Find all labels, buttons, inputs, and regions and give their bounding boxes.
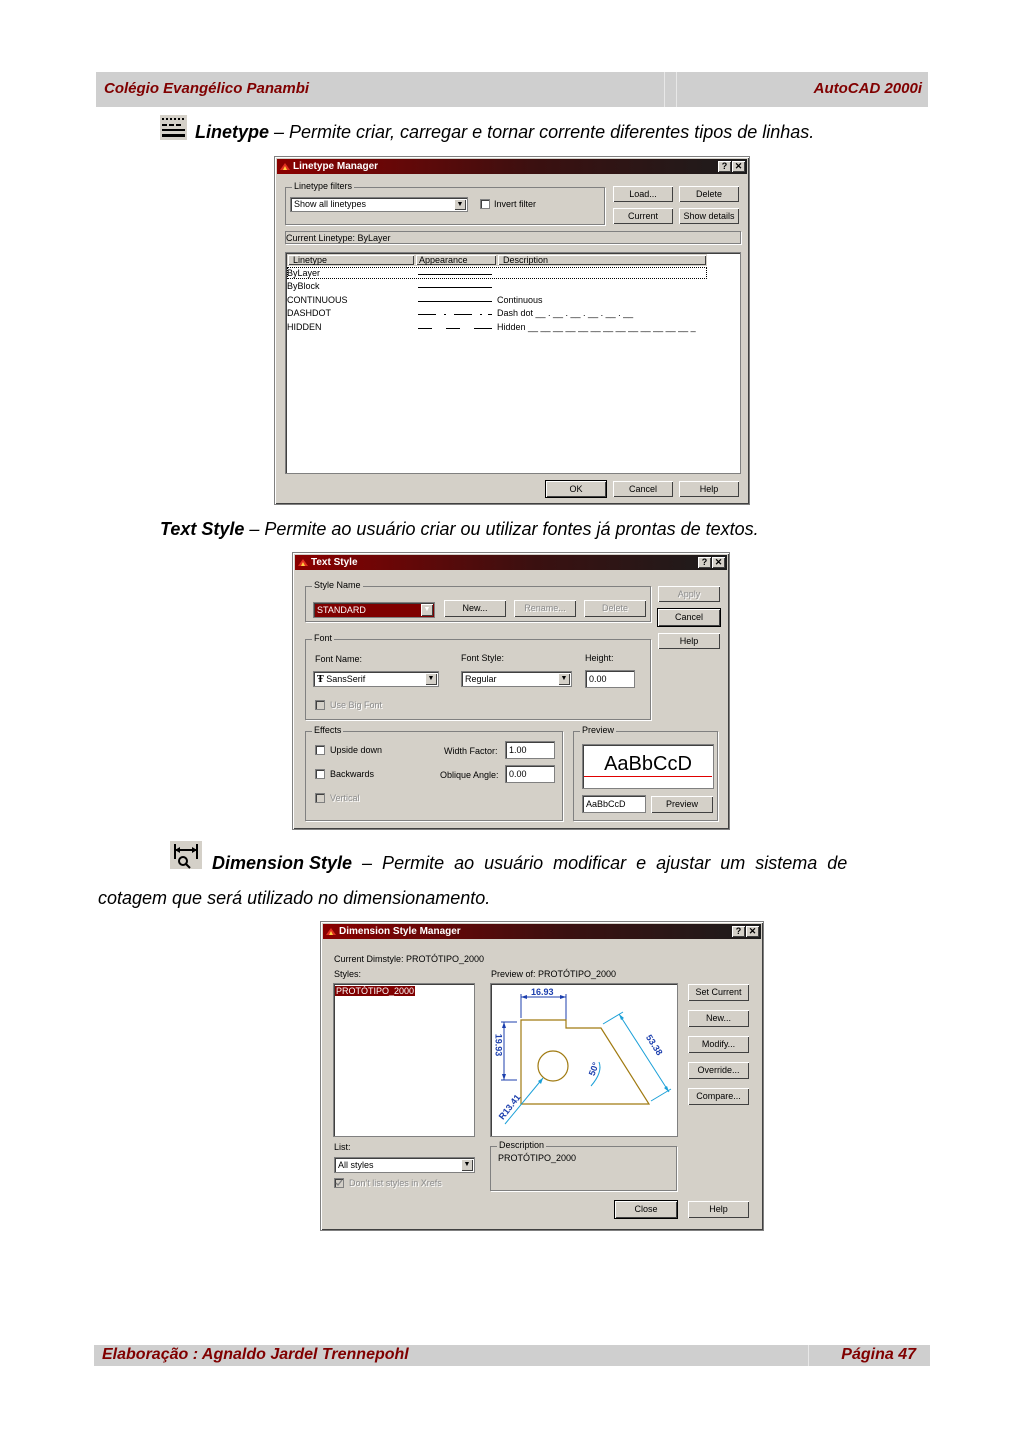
close-button[interactable]: Close (614, 1200, 678, 1219)
linetype-manager-dialog (274, 156, 750, 505)
preview-text: AaBbCcD (604, 753, 692, 775)
help-button[interactable]: Help (657, 632, 721, 650)
use-big-font-checkbox[interactable] (315, 700, 325, 710)
close-icon[interactable]: ✕ (732, 161, 745, 172)
title-bar (277, 159, 747, 174)
backwards-label: Backwards (330, 769, 375, 779)
textstyle-term: Text Style (160, 519, 245, 539)
linetype-icon (160, 115, 187, 140)
close-icon[interactable]: ✕ (746, 926, 759, 937)
appearance-sample (418, 287, 492, 288)
column-header-appearance[interactable]: Appearance (415, 254, 497, 266)
dim-label-diagonal: 53.38 (643, 1032, 665, 1058)
chevron-down-icon: ▼ (425, 673, 437, 685)
autocad-logo-icon (326, 927, 336, 936)
dim-label-left: 19.93 (493, 1033, 504, 1057)
preview-label: Preview of: PROTÓTIPO_2000 (491, 969, 617, 979)
modify-button[interactable]: Modify... (687, 1035, 750, 1054)
dimstyle-paragraph-line2: cotagem que será utilizado no dimensionamento. (98, 888, 491, 908)
dialog-title: Dimension Style Manager (339, 926, 461, 937)
delete-button[interactable]: Delete (583, 599, 647, 618)
linetype-filter-select[interactable]: Show all linetypes ▼ (290, 197, 468, 212)
upside-down-checkbox[interactable] (315, 745, 325, 755)
new-button[interactable]: New... (687, 1009, 750, 1028)
upside-down-label: Upside down (330, 745, 383, 755)
help-icon[interactable]: ? (732, 926, 745, 937)
list-item-description: Continuous (497, 295, 543, 305)
dimstyle-paragraph-line1 (212, 852, 928, 874)
linetype-term: Linetype (195, 122, 270, 142)
title-bar (295, 555, 727, 570)
baseline-marker (584, 776, 712, 777)
style-name-select[interactable]: STANDARD ▼ (313, 602, 435, 618)
current-linetype-bar (285, 231, 741, 244)
list-filter-select[interactable]: All styles ▼ (334, 1157, 475, 1173)
autocad-logo-icon (298, 558, 308, 567)
linetype-list[interactable] (285, 252, 741, 474)
dim-label-radius: R13.41 (496, 1092, 523, 1122)
preview-pane (582, 744, 714, 789)
checkmark-icon (335, 1179, 343, 1187)
header-software: AutoCAD 2000i (813, 80, 922, 97)
chevron-down-icon: ▼ (454, 199, 466, 210)
linetype-paragraph (195, 121, 814, 143)
list-item-name[interactable]: CONTINUOUS (287, 295, 348, 305)
list-item-selected[interactable] (287, 267, 707, 279)
list-item-name[interactable]: ByLayer (287, 268, 321, 278)
current-dimstyle-text: Current Dimstyle: PROTÓTIPO_2000 (334, 954, 485, 964)
apply-button[interactable]: Apply (657, 585, 721, 603)
chevron-down-icon: ▼ (461, 1159, 473, 1171)
group-label: Style Name (314, 580, 361, 590)
preview-text-input[interactable]: AaBbCcD (582, 795, 646, 813)
text-style-dialog (292, 552, 730, 830)
dialog-title: Linetype Manager (293, 161, 379, 172)
description-text: PROTÓTIPO_2000 (498, 1153, 577, 1163)
cancel-button[interactable]: Cancel (657, 608, 721, 627)
list-item-selected[interactable]: PROTÓTIPO_2000 (336, 986, 415, 996)
oblique-angle-input[interactable]: 0.00 (505, 765, 555, 783)
current-button[interactable]: Current (612, 207, 674, 225)
help-button[interactable]: Help (678, 480, 740, 498)
width-factor-label: Width Factor: (444, 746, 498, 756)
dim-label-angle: 50° (586, 1060, 601, 1078)
new-button[interactable]: New... (443, 599, 507, 618)
invert-filter-label: Invert filter (494, 199, 537, 209)
chevron-down-icon: ▼ (558, 673, 570, 685)
show-details-button[interactable]: Show details (678, 207, 740, 225)
autocad-logo-icon (280, 162, 290, 171)
page-header (96, 72, 928, 107)
font-style-label: Font Style: (461, 653, 505, 663)
column-header-description[interactable]: Description (497, 254, 707, 266)
footer-page-number: Página 47 (841, 1346, 916, 1363)
dont-list-xrefs-label: Don't list styles in Xrefs (349, 1178, 442, 1188)
help-button[interactable]: Help (687, 1200, 750, 1219)
linetype-description: – Permite criar, carregar e tornar corrente diferentes tipos de linhas. (269, 122, 815, 142)
font-name-select[interactable]: Ŧ SansSerif ▼ (313, 671, 439, 687)
column-header-linetype[interactable]: Linetype (287, 254, 415, 266)
chevron-down-icon: ▼ (421, 604, 433, 616)
appearance-sample (418, 328, 492, 329)
set-current-button[interactable]: Set Current (687, 983, 750, 1002)
font-style-select[interactable]: Regular ▼ (461, 671, 572, 687)
dont-list-xrefs-checkbox[interactable] (334, 1178, 344, 1188)
list-item-description: Hidden __ __ __ __ __ __ __ __ __ __ __ __ __ _ (497, 322, 696, 332)
preview-button[interactable]: Preview (650, 795, 714, 814)
load-button[interactable]: Load... (612, 185, 674, 203)
list-item-description: Dash dot __ . __ . __ . __ . __ . __ (497, 308, 634, 318)
header-divider (676, 72, 677, 107)
group-label: Preview (582, 725, 615, 735)
footer-divider (808, 1345, 809, 1366)
styles-label: Styles: (334, 969, 362, 979)
header-divider (664, 72, 665, 107)
appearance-sample (418, 301, 492, 302)
textstyle-description: – Permite ao usuário criar ou utilizar fontes já prontas de textos. (244, 519, 759, 539)
height-input[interactable]: 0.00 (585, 670, 635, 688)
delete-button[interactable]: Delete (678, 185, 740, 203)
group-label: Linetype filters (294, 181, 353, 191)
dim-label-top: 16.93 (531, 987, 554, 997)
backwards-checkbox[interactable] (315, 769, 325, 779)
group-label: Effects (314, 725, 342, 735)
dimstyle-description-line1: – Permite ao usuário modificar e ajustar um sistema de (352, 853, 848, 873)
page-footer (94, 1345, 930, 1366)
footer-author: Elaboração : Agnaldo Jardel Trennepohl (102, 1346, 409, 1363)
rename-button[interactable]: Rename... (513, 599, 577, 618)
cancel-button[interactable]: Cancel (612, 480, 674, 498)
height-label: Height: (585, 653, 614, 663)
appearance-sample (418, 314, 492, 315)
vertical-checkbox[interactable] (315, 793, 325, 803)
dialog-title: Text Style (311, 557, 358, 568)
close-icon[interactable]: ✕ (712, 557, 725, 568)
list-item-name[interactable]: ByBlock (287, 281, 320, 291)
help-icon[interactable]: ? (698, 557, 711, 568)
header-school: Colégio Evangélico Panambi (104, 80, 310, 97)
ok-button[interactable]: OK (545, 480, 607, 498)
textstyle-paragraph (160, 518, 759, 540)
appearance-sample (418, 274, 492, 275)
styles-list[interactable] (333, 983, 475, 1137)
font-name-label: Font Name: (315, 654, 363, 664)
use-big-font-label: Use Big Font (330, 700, 383, 710)
dimension-preview-drawing (491, 984, 677, 1136)
oblique-angle-label: Oblique Angle: (440, 770, 499, 780)
list-label: List: (334, 1142, 351, 1152)
current-linetype-text: Current Linetype: ByLayer (286, 233, 391, 243)
dimension-style-icon (170, 841, 202, 869)
group-label: Description (499, 1140, 545, 1150)
vertical-label: Vertical (330, 793, 360, 803)
list-item-name[interactable]: DASHDOT (287, 308, 332, 318)
title-bar (323, 924, 761, 939)
dimension-preview-pane (490, 983, 678, 1137)
dimstyle-term: Dimension Style (212, 853, 353, 873)
dimension-style-manager-dialog (320, 921, 764, 1231)
help-icon[interactable]: ? (718, 161, 731, 172)
override-button[interactable]: Override... (687, 1061, 750, 1080)
invert-filter-checkbox[interactable] (480, 199, 490, 209)
width-factor-input[interactable]: 1.00 (505, 741, 555, 759)
list-item-name[interactable]: HIDDEN (287, 322, 322, 332)
compare-button[interactable]: Compare... (687, 1087, 750, 1106)
group-label: Font (314, 633, 333, 643)
truetype-font-icon: Ŧ (317, 675, 324, 685)
